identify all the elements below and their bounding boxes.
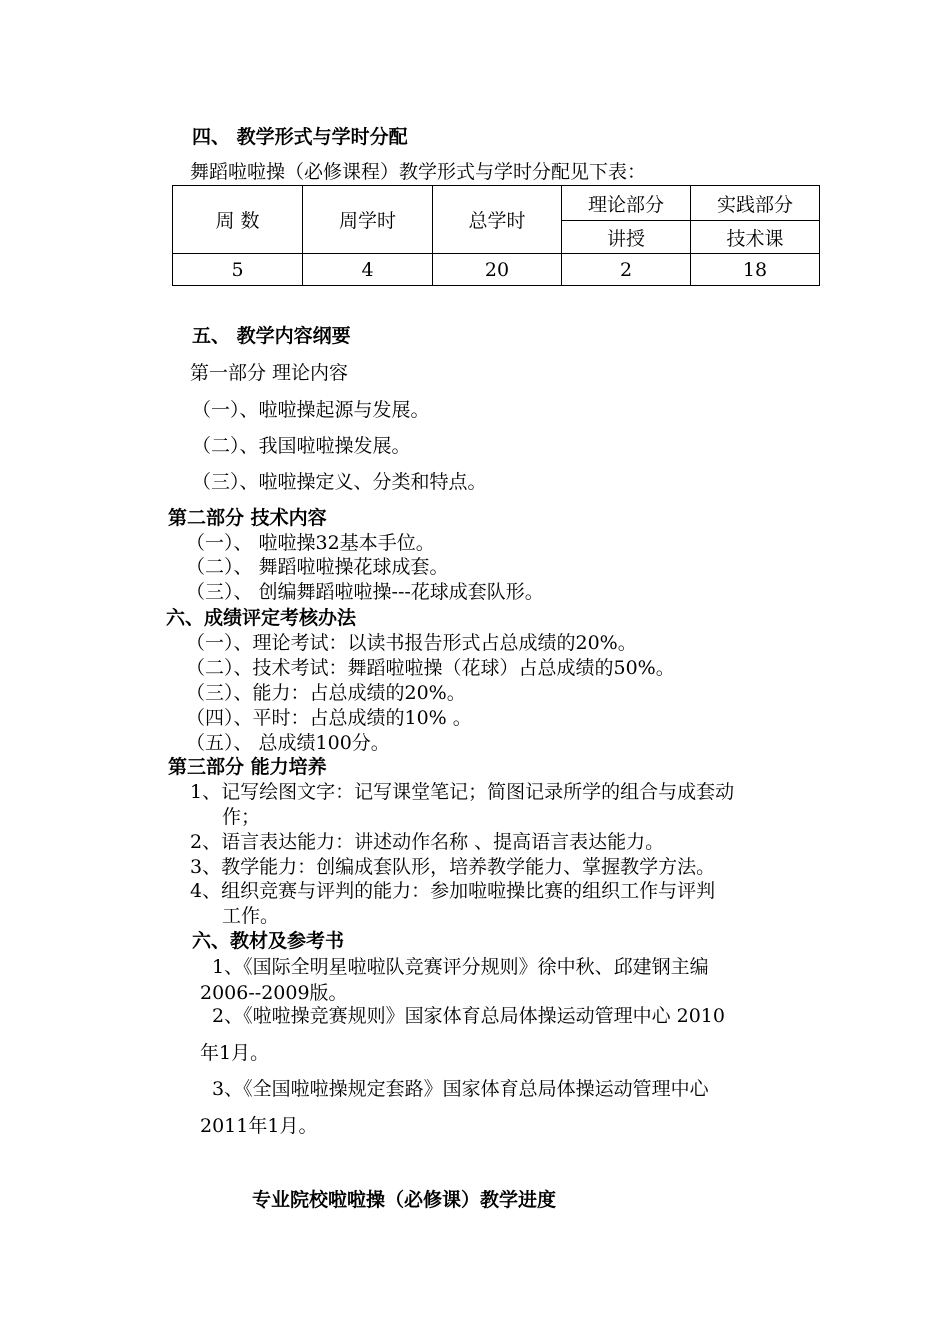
section-6-heading: 六、成绩评定考核办法 [166,607,357,629]
header-theory: 理论部分 [562,186,691,221]
table-cell: 20 [433,254,562,286]
book-item-continuation: 2006--2009版。 [200,982,348,1004]
book-item: 2、《啦啦操竞赛规则》国家体育总局体操运动管理中心 2010 [212,1005,725,1027]
table-cell: 2 [562,254,691,286]
header-practice: 实践部分 [691,186,820,221]
part-2-title: 第二部分 技术内容 [168,507,327,529]
header-total-hours: 总学时 [433,186,562,254]
header-tech: 技术课 [691,221,820,254]
table-cell: 4 [303,254,433,286]
list-item: （一）、啦啦操起源与发展。 [192,399,430,421]
book-item-continuation: 2011年1月。 [200,1115,318,1137]
book-item: 1、《国际全明星啦啦队竞赛评分规则》徐中秋、邱建钢主编 [212,956,709,978]
table-cell: 5 [173,254,303,286]
list-item: 2、语言表达能力：讲述动作名称 、提高语言表达能力。 [190,831,665,853]
list-item-continuation: 工作。 [222,905,280,927]
table-cell: 18 [691,254,820,286]
schedule-title: 专业院校啦啦操（必修课）教学进度 [252,1189,557,1211]
list-item: （二）、技术考试：舞蹈啦啦操（花球）占总成绩的50%。 [186,657,675,679]
part-1-title: 第一部分 理论内容 [190,362,349,384]
list-item: （三）、能力：占总成绩的20%。 [186,682,466,704]
list-item: 4、组织竞赛与评判的能力：参加啦啦操比赛的组织工作与评判 [190,880,716,902]
header-weekly-hours: 周学时 [303,186,433,254]
list-item: （四）、平时：占总成绩的10% 。 [186,707,472,729]
list-item: （三）、 创编舞蹈啦啦操---花球成套队形。 [186,581,544,603]
section-4-heading: 四、 教学形式与学时分配 [192,126,408,148]
book-item-continuation: 年1月。 [200,1042,270,1064]
list-item: （一）、 啦啦操32基本手位。 [186,532,435,554]
list-item: （二）、 舞蹈啦啦操花球成套。 [186,556,449,578]
table-row [173,254,820,286]
list-item: 3、教学能力：创编成套队形，培养教学能力、掌握教学方法。 [190,856,716,878]
section-4-intro: 舞蹈啦啦操（必修课程）教学形式与学时分配见下表： [190,161,647,183]
list-item: （二）、我国啦啦操发展。 [192,435,411,457]
list-item: （三）、啦啦操定义、分类和特点。 [192,471,487,493]
header-weeks: 周 数 [173,186,303,254]
part-3-title: 第三部分 能力培养 [168,756,327,778]
list-item: （一）、理论考试：以读书报告形式占总成绩的20%。 [186,632,637,654]
list-item-continuation: 作； [222,806,261,828]
header-lecture: 讲授 [562,221,691,254]
books-heading: 六、教材及参考书 [192,930,345,952]
section-5-heading: 五、 教学内容纲要 [192,325,351,347]
list-item: 1、记写绘图文字：记写课堂笔记；简图记录所学的组合与成套动 [190,781,735,803]
list-item: （五）、 总成绩100分。 [186,732,390,754]
hours-distribution-table [172,185,820,286]
book-item: 3、《全国啦啦操规定套路》国家体育总局体操运动管理中心 [212,1078,709,1100]
